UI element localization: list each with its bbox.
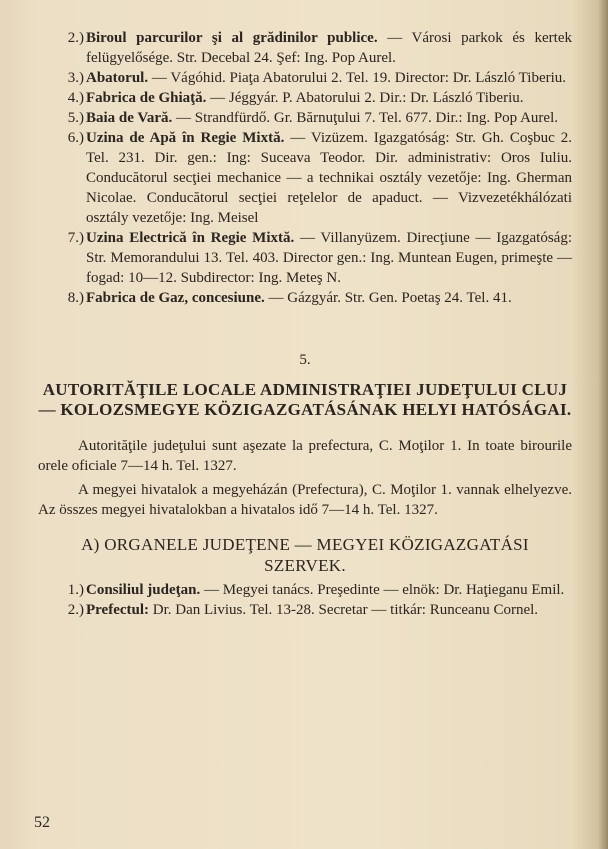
- subsection-heading: A) ORGANELE JUDEŢENE — MEGYEI KÖZIGAZGATÁSI SZERVEK.: [81, 535, 529, 575]
- entry-number: 7.): [67, 230, 84, 246]
- entry-item: [38, 600, 572, 620]
- entry-title: Uzina Electrică în Regie Mixtă.: [86, 230, 295, 246]
- entry-item: [38, 28, 572, 68]
- section-marker: 5.: [299, 352, 311, 368]
- paragraph-hungarian: A megyei hivatalok a megyeházán (Prefectura), C. Moţilor 1. vannak elhelyezve. Az összes megyei hivatalokban a hivatalos idő 7—14 h. Tel. 1327.: [38, 482, 572, 518]
- entry-item: [38, 288, 572, 308]
- entry-title: Baia de Vară.: [86, 110, 173, 126]
- entry-text: — Városi parkok és kertek felügyelősége. Str. Decebal 24. Şef: Ing. Pop Aurel.: [86, 30, 572, 66]
- entry-item: [38, 68, 572, 88]
- paragraph-romanian: Autorităţile judeţului sunt aşezate la prefectura, C. Moţilor 1. In toate birourile orele oficiale 7—14 h. Tel. 1327.: [38, 438, 572, 474]
- entry-title: Fabrica de Gaz, concesiune.: [86, 290, 265, 306]
- entry-number: 3.): [67, 70, 84, 86]
- entry-number: 4.): [67, 90, 84, 106]
- entry-text: — Strandfürdő. Gr. Bărnuţului 7. Tel. 677. Dir.: Ing. Pop Aurel.: [172, 110, 558, 126]
- entry-item: [38, 580, 572, 600]
- entry-number: 2.): [67, 602, 84, 618]
- entry-number: 6.): [67, 130, 84, 146]
- entry-text: — Gázgyár. Str. Gen. Poetaş 24. Tel. 41.: [264, 290, 512, 306]
- entry-item: [38, 108, 572, 128]
- entry-number: 5.): [67, 110, 84, 126]
- entry-title: Prefectul:: [86, 602, 150, 618]
- entry-number: 8.): [67, 290, 84, 306]
- entries-bottom: [38, 580, 572, 620]
- entry-text: — Vizüzem. Igazgatóság: Str. Gh. Coşbuc 2. Tel. 231. Dir. gen.: Ing: Suceava Teodor. Dir. administrativ: Oros Iuliu. Conducătorul secţiei mechanice — a technikai osztály vezetője: Ing. Gherman Nicolae. Conducătorul secţiei reţelelor de apaduct. — Vizvezetékhálózati osztály vezetője: Ing. Meisel: [86, 130, 573, 226]
- section-heading: AUTORITĂŢILE LOCALE ADMINISTRAŢIEI JUDEŢULUI CLUJ — KOLOZSMEGYE KÖZIGAZGATÁSÁNAK HELYI HATÓSÁGAI.: [38, 380, 572, 419]
- entry-text: — Villanyüzem. Direcţiune — Igazgatóság: Str. Memorandului 13. Tel. 403. Director gen.: Ing. Muntean Eugen, primeşte — fogad: 10—12. Subdirector: Ing. Meteş N.: [86, 230, 572, 286]
- page-spine-shadow: [598, 0, 608, 849]
- entry-title: Biroul parcurilor şi al grădinilor publice.: [86, 30, 378, 46]
- entry-title: Consiliul judeţan.: [86, 582, 201, 598]
- entry-title: Abatorul.: [86, 70, 149, 86]
- entry-text: — Vágóhid. Piaţa Abatorului 2. Tel. 19. Director: Dr. László Tiberiu.: [148, 70, 567, 86]
- page-number: 52: [34, 814, 50, 831]
- entry-item: [38, 128, 572, 228]
- entry-title: Uzina de Apă în Regie Mixtă.: [86, 130, 285, 146]
- entry-number: 1.): [67, 582, 84, 598]
- entry-item: [38, 228, 572, 288]
- page-content: [38, 28, 572, 620]
- entry-item: [38, 88, 572, 108]
- entry-text: Dr. Dan Livius. Tel. 13-28. Secretar — titkár: Runceanu Cornel.: [149, 602, 539, 618]
- entry-title: Fabrica de Ghiaţă.: [86, 90, 207, 106]
- entry-number: 2.): [67, 30, 84, 46]
- entry-text: — Megyei tanács. Preşedinte — elnök: Dr. Haţieganu Emil.: [200, 582, 565, 598]
- entry-text: — Jéggyár. P. Abatorului 2. Dir.: Dr. László Tiberiu.: [206, 90, 524, 106]
- entries-top: [38, 28, 572, 308]
